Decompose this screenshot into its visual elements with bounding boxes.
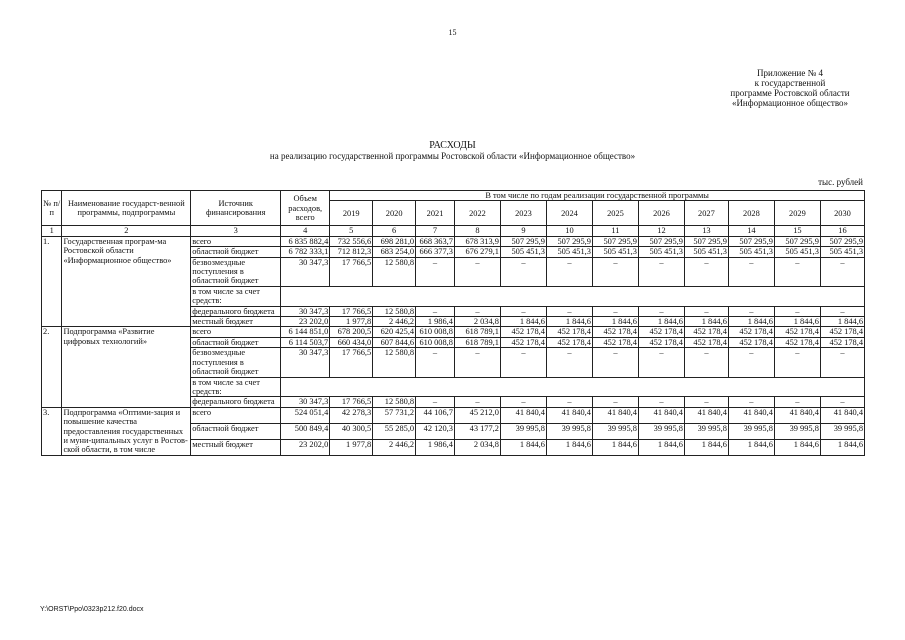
value-cell: 57 731,2 xyxy=(373,407,416,423)
funding-source: местный бюджет xyxy=(191,439,281,455)
value-cell: 39 995,8 xyxy=(638,423,684,439)
value-cell: 452 178,4 xyxy=(592,337,638,347)
value-cell: 41 840,4 xyxy=(728,407,774,423)
value-cell: 1 844,6 xyxy=(728,439,774,455)
value-cell: 1 844,6 xyxy=(774,439,820,455)
value-cell: 41 840,4 xyxy=(638,407,684,423)
value-cell: – xyxy=(774,257,820,286)
value-cell: 676 279,1 xyxy=(454,247,500,257)
appendix-line: Приложение № 4 xyxy=(757,68,823,78)
value-cell: 618 789,1 xyxy=(454,327,500,337)
funding-source: федерального бюджета xyxy=(191,306,281,316)
value-cell: – xyxy=(684,397,728,407)
header-year: 2030 xyxy=(820,201,864,226)
document-title xyxy=(0,140,905,162)
column-number: 6 xyxy=(373,226,416,236)
value-cell: 505 451,3 xyxy=(684,247,728,257)
header-year: 2029 xyxy=(774,201,820,226)
value-cell: 452 178,4 xyxy=(684,327,728,337)
value-cell: 500 849,4 xyxy=(281,423,330,439)
value-cell: 524 051,4 xyxy=(281,407,330,423)
value-cell: 678 200,5 xyxy=(330,327,373,337)
value-cell: 40 300,5 xyxy=(330,423,373,439)
column-number: 12 xyxy=(638,226,684,236)
value-cell: 17 766,5 xyxy=(330,306,373,316)
value-cell: – xyxy=(454,348,500,377)
value-cell: – xyxy=(684,257,728,286)
value-cell: 12 580,8 xyxy=(373,348,416,377)
funding-source: местный бюджет xyxy=(191,317,281,327)
value-cell: 1 977,8 xyxy=(330,439,373,455)
table-row xyxy=(42,327,865,337)
value-cell: 452 178,4 xyxy=(774,337,820,347)
value-cell: – xyxy=(684,348,728,377)
value-cell: 44 106,7 xyxy=(416,407,455,423)
value-cell: 12 580,8 xyxy=(373,306,416,316)
appendix-line: «Информационное общество» xyxy=(731,98,849,108)
value-cell: 1 844,6 xyxy=(638,439,684,455)
value-cell: – xyxy=(416,348,455,377)
value-cell: – xyxy=(454,306,500,316)
file-path-footer: Y:\ORST\Ppo\0323p212.f20.docx xyxy=(40,606,144,613)
value-cell: 6 114 503,7 xyxy=(281,337,330,347)
value-cell: 39 995,8 xyxy=(546,423,592,439)
value-cell: 2 034,8 xyxy=(454,439,500,455)
value-cell: – xyxy=(592,257,638,286)
column-number: 8 xyxy=(454,226,500,236)
value-cell: 452 178,4 xyxy=(728,327,774,337)
value-cell: 1 844,6 xyxy=(638,317,684,327)
value-cell: – xyxy=(454,397,500,407)
header-year: 2026 xyxy=(638,201,684,226)
value-cell: – xyxy=(546,306,592,316)
value-cell: – xyxy=(416,397,455,407)
value-cell: 507 295,9 xyxy=(638,236,684,246)
value-cell: – xyxy=(454,257,500,286)
program-name: Подпрограмма «Оптими-зация и повышение качества предоставления государственных и муни-ципальных услуг в Ростов-ской области, в том числе xyxy=(62,407,191,455)
value-cell: 452 178,4 xyxy=(500,327,546,337)
value-cell: 39 995,8 xyxy=(774,423,820,439)
value-cell: 17 766,5 xyxy=(330,348,373,377)
column-number: 2 xyxy=(62,226,191,236)
appendix-block xyxy=(690,68,890,108)
header-name: Наименование государст-венной программы, подпрограммы xyxy=(62,191,191,226)
value-cell: 17 766,5 xyxy=(330,397,373,407)
funding-source: в том числе за счет средств: xyxy=(191,286,281,306)
empty-cell xyxy=(281,286,865,306)
value-cell: 678 313,9 xyxy=(454,236,500,246)
value-cell: 452 178,4 xyxy=(774,327,820,337)
value-cell: – xyxy=(416,306,455,316)
value-cell: 1 844,6 xyxy=(820,317,864,327)
value-cell: 1 844,6 xyxy=(820,439,864,455)
value-cell: 452 178,4 xyxy=(820,337,864,347)
column-number: 16 xyxy=(820,226,864,236)
empty-cell xyxy=(281,377,865,397)
value-cell: 507 295,9 xyxy=(592,236,638,246)
header-year: 2023 xyxy=(500,201,546,226)
value-cell: 505 451,3 xyxy=(546,247,592,257)
value-cell: – xyxy=(592,348,638,377)
value-cell: – xyxy=(638,348,684,377)
value-cell: 1 844,6 xyxy=(774,317,820,327)
value-cell: 452 178,4 xyxy=(638,337,684,347)
column-number: 4 xyxy=(281,226,330,236)
value-cell: 452 178,4 xyxy=(820,327,864,337)
column-number: 10 xyxy=(546,226,592,236)
column-number: 13 xyxy=(684,226,728,236)
value-cell: – xyxy=(546,397,592,407)
column-number-row xyxy=(42,226,865,236)
value-cell: 41 840,4 xyxy=(592,407,638,423)
value-cell: – xyxy=(416,257,455,286)
value-cell: 41 840,4 xyxy=(820,407,864,423)
value-cell: 23 202,0 xyxy=(281,317,330,327)
value-cell: 610 008,8 xyxy=(416,327,455,337)
header-year: 2025 xyxy=(592,201,638,226)
header-source: Источник финансирования xyxy=(191,191,281,226)
value-cell: 712 812,3 xyxy=(330,247,373,257)
value-cell: 507 295,9 xyxy=(546,236,592,246)
header-year: 2020 xyxy=(373,201,416,226)
header-year: 2022 xyxy=(454,201,500,226)
value-cell: – xyxy=(728,306,774,316)
page-number: 15 xyxy=(448,28,457,37)
table-row xyxy=(42,236,865,246)
value-cell: 55 285,0 xyxy=(373,423,416,439)
value-cell: 505 451,3 xyxy=(820,247,864,257)
program-name: Подпрограмма «Развитие цифровых технологий» xyxy=(62,327,191,407)
value-cell: 668 363,7 xyxy=(416,236,455,246)
value-cell: 1 844,6 xyxy=(500,317,546,327)
value-cell: 42 120,3 xyxy=(416,423,455,439)
value-cell: 2 446,2 xyxy=(373,317,416,327)
value-cell: 666 377,3 xyxy=(416,247,455,257)
value-cell: 507 295,9 xyxy=(820,236,864,246)
value-cell: 41 840,4 xyxy=(684,407,728,423)
value-cell: 6 835 882,4 xyxy=(281,236,330,246)
header-year: 2019 xyxy=(330,201,373,226)
value-cell: 1 844,6 xyxy=(592,439,638,455)
value-cell: 1 844,6 xyxy=(546,439,592,455)
value-cell: – xyxy=(500,306,546,316)
value-cell: – xyxy=(820,306,864,316)
title-main: РАСХОДЫ xyxy=(429,140,476,151)
value-cell: 607 844,6 xyxy=(373,337,416,347)
funding-source: областной бюджет xyxy=(191,423,281,439)
value-cell: 6 782 333,1 xyxy=(281,247,330,257)
value-cell: – xyxy=(684,306,728,316)
funding-source: безвозмездные поступления в областной бюджет xyxy=(191,348,281,377)
value-cell: 452 178,4 xyxy=(684,337,728,347)
appendix-line: к государственной xyxy=(754,78,826,88)
header-year: 2024 xyxy=(546,201,592,226)
value-cell: – xyxy=(546,257,592,286)
value-cell: 39 995,8 xyxy=(500,423,546,439)
funding-source: безвозмездные поступления в областной бюджет xyxy=(191,257,281,286)
value-cell: 1 977,8 xyxy=(330,317,373,327)
header-years-caption: В том числе по годам реализации государственной программы xyxy=(330,191,865,201)
value-cell: 683 254,0 xyxy=(373,247,416,257)
value-cell: – xyxy=(774,397,820,407)
value-cell: 1 844,6 xyxy=(546,317,592,327)
value-cell: 45 212,0 xyxy=(454,407,500,423)
value-cell: 30 347,3 xyxy=(281,257,330,286)
value-cell: 610 008,8 xyxy=(416,337,455,347)
value-cell: 660 434,0 xyxy=(330,337,373,347)
value-cell: – xyxy=(774,306,820,316)
value-cell: 42 278,3 xyxy=(330,407,373,423)
title-sub: на реализацию государственной программы Ростовской области «Информационное общество» xyxy=(269,151,636,161)
row-number: 3. xyxy=(42,407,62,455)
column-number: 7 xyxy=(416,226,455,236)
value-cell: 39 995,8 xyxy=(820,423,864,439)
value-cell: – xyxy=(592,397,638,407)
value-cell: 2 446,2 xyxy=(373,439,416,455)
value-cell: 452 178,4 xyxy=(546,337,592,347)
header-year: 2028 xyxy=(728,201,774,226)
value-cell: 507 295,9 xyxy=(774,236,820,246)
value-cell: 452 178,4 xyxy=(728,337,774,347)
value-cell: – xyxy=(820,397,864,407)
value-cell: – xyxy=(728,348,774,377)
value-cell: 1 844,6 xyxy=(728,317,774,327)
header-volume: Объем расходов, всего xyxy=(281,191,330,226)
value-cell: – xyxy=(500,257,546,286)
funding-source: всего xyxy=(191,407,281,423)
value-cell: – xyxy=(728,397,774,407)
value-cell: 505 451,3 xyxy=(500,247,546,257)
column-number: 11 xyxy=(592,226,638,236)
value-cell: 30 347,3 xyxy=(281,348,330,377)
funding-source: областной бюджет xyxy=(191,337,281,347)
value-cell: 43 177,2 xyxy=(454,423,500,439)
value-cell: – xyxy=(728,257,774,286)
value-cell: 505 451,3 xyxy=(638,247,684,257)
value-cell: 39 995,8 xyxy=(684,423,728,439)
value-cell: – xyxy=(820,348,864,377)
value-cell: 1 844,6 xyxy=(684,317,728,327)
value-cell: 41 840,4 xyxy=(774,407,820,423)
value-cell: 23 202,0 xyxy=(281,439,330,455)
funding-source: областной бюджет xyxy=(191,247,281,257)
funding-source: в том числе за счет средств: xyxy=(191,377,281,397)
value-cell: 41 840,4 xyxy=(546,407,592,423)
value-cell: – xyxy=(774,348,820,377)
value-cell: 618 789,1 xyxy=(454,337,500,347)
value-cell: – xyxy=(546,348,592,377)
value-cell: – xyxy=(592,306,638,316)
units-label: тыс. рублей xyxy=(818,177,863,187)
value-cell: – xyxy=(500,348,546,377)
header-num: № п/п xyxy=(42,191,62,226)
value-cell: – xyxy=(638,306,684,316)
funding-source: всего xyxy=(191,236,281,246)
value-cell: 39 995,8 xyxy=(728,423,774,439)
header-row xyxy=(42,191,865,201)
value-cell: – xyxy=(820,257,864,286)
value-cell: – xyxy=(638,397,684,407)
column-number: 15 xyxy=(774,226,820,236)
value-cell: 1 986,4 xyxy=(416,439,455,455)
value-cell: 505 451,3 xyxy=(592,247,638,257)
value-cell: 1 844,6 xyxy=(592,317,638,327)
value-cell: 505 451,3 xyxy=(774,247,820,257)
value-cell: – xyxy=(638,257,684,286)
row-number: 1. xyxy=(42,236,62,327)
column-number: 1 xyxy=(42,226,62,236)
table-row xyxy=(42,407,865,423)
value-cell: 732 556,6 xyxy=(330,236,373,246)
value-cell: 30 347,3 xyxy=(281,397,330,407)
value-cell: 41 840,4 xyxy=(500,407,546,423)
value-cell: 452 178,4 xyxy=(546,327,592,337)
value-cell: 698 281,0 xyxy=(373,236,416,246)
value-cell: 39 995,8 xyxy=(592,423,638,439)
program-name: Государственная програм-ма Ростовской области «Информационное общество» xyxy=(62,236,191,327)
column-number: 14 xyxy=(728,226,774,236)
appendix-line: программе Ростовской области xyxy=(730,88,850,98)
header-year: 2021 xyxy=(416,201,455,226)
value-cell: 452 178,4 xyxy=(638,327,684,337)
value-cell: 507 295,9 xyxy=(728,236,774,246)
value-cell: 452 178,4 xyxy=(500,337,546,347)
value-cell: 6 144 851,0 xyxy=(281,327,330,337)
value-cell: 17 766,5 xyxy=(330,257,373,286)
value-cell: 507 295,9 xyxy=(684,236,728,246)
funding-source: всего xyxy=(191,327,281,337)
row-number: 2. xyxy=(42,327,62,407)
value-cell: 2 034,8 xyxy=(454,317,500,327)
column-number: 3 xyxy=(191,226,281,236)
value-cell: 12 580,8 xyxy=(373,257,416,286)
column-number: 5 xyxy=(330,226,373,236)
value-cell: 507 295,9 xyxy=(500,236,546,246)
value-cell: 1 844,6 xyxy=(500,439,546,455)
value-cell: 505 451,3 xyxy=(728,247,774,257)
column-number: 9 xyxy=(500,226,546,236)
value-cell: 1 844,6 xyxy=(684,439,728,455)
value-cell: 452 178,4 xyxy=(592,327,638,337)
value-cell: 620 425,4 xyxy=(373,327,416,337)
expenses-table xyxy=(41,190,865,456)
value-cell: 12 580,8 xyxy=(373,397,416,407)
value-cell: 30 347,3 xyxy=(281,306,330,316)
funding-source: федерального бюджета xyxy=(191,397,281,407)
value-cell: 1 986,4 xyxy=(416,317,455,327)
header-year: 2027 xyxy=(684,201,728,226)
value-cell: – xyxy=(500,397,546,407)
